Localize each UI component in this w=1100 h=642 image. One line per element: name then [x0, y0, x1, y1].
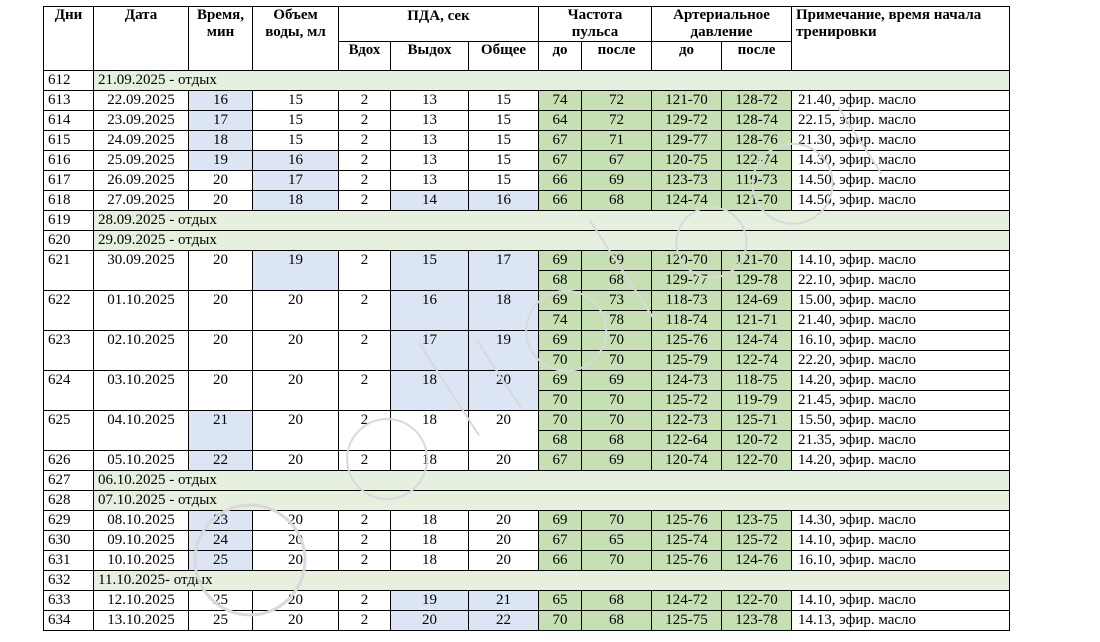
header-time: Время, мин — [189, 7, 253, 71]
day-number: 617 — [44, 171, 94, 191]
pda-inhale-cell: 2 — [339, 531, 391, 551]
header-exhale: Выдох — [391, 42, 469, 71]
day-number: 626 — [44, 451, 94, 471]
day-number: 619 — [44, 211, 94, 231]
pda-inhale-cell: 2 — [339, 91, 391, 111]
pda-total-cell: 20 — [469, 511, 539, 531]
training-day-row — [44, 331, 1010, 351]
day-number: 630 — [44, 531, 94, 551]
pulse-after: 68 — [582, 611, 652, 631]
day-number: 632 — [44, 571, 94, 591]
water-volume-cell: 20 — [253, 411, 339, 451]
pda-total-cell: 20 — [469, 411, 539, 451]
session-note: 14.30, эфир. масло — [792, 151, 1010, 171]
pulse-after: 69 — [582, 371, 652, 391]
session-note: 21.35, эфир. масло — [792, 431, 1010, 451]
time-cell: 19 — [189, 151, 253, 171]
header-inhale: Вдох — [339, 42, 391, 71]
date-cell: 12.10.2025 — [94, 591, 189, 611]
bp-before: 120-70 — [652, 251, 722, 271]
bp-before: 125-79 — [652, 351, 722, 371]
pulse-after: 69 — [582, 171, 652, 191]
pda-exhale-cell: 20 — [391, 611, 469, 631]
training-day-row — [44, 131, 1010, 151]
rest-day-text: 07.10.2025 - отдых — [94, 491, 1010, 511]
bp-before: 125-76 — [652, 511, 722, 531]
training-day-row — [44, 551, 1010, 571]
bp-after: 125-71 — [722, 411, 792, 431]
session-note: 14.30, эфир. масло — [792, 511, 1010, 531]
pulse-after: 70 — [582, 391, 652, 411]
rest-day-text: 06.10.2025 - отдых — [94, 471, 1010, 491]
bp-after: 124-76 — [722, 551, 792, 571]
rest-day-row — [44, 471, 1010, 491]
pda-exhale-cell: 13 — [391, 91, 469, 111]
pulse-after: 68 — [582, 271, 652, 291]
day-number: 613 — [44, 91, 94, 111]
date-cell: 04.10.2025 — [94, 411, 189, 451]
pda-total-cell: 15 — [469, 91, 539, 111]
pda-exhale-cell: 19 — [391, 591, 469, 611]
day-number: 633 — [44, 591, 94, 611]
rest-day-text: 28.09.2025 - отдых — [94, 211, 1010, 231]
time-cell: 25 — [189, 591, 253, 611]
session-note: 14.10, эфир. масло — [792, 591, 1010, 611]
header-water: Объем воды, мл — [253, 7, 339, 71]
bp-before: 124-74 — [652, 191, 722, 211]
day-number: 634 — [44, 611, 94, 631]
session-note: 21.45, эфир. масло — [792, 391, 1010, 411]
bp-after: 122-74 — [722, 151, 792, 171]
bp-after: 128-76 — [722, 131, 792, 151]
training-day-row — [44, 151, 1010, 171]
pulse-after: 69 — [582, 451, 652, 471]
pulse-before: 67 — [539, 131, 582, 151]
pulse-before: 69 — [539, 371, 582, 391]
pulse-before: 66 — [539, 191, 582, 211]
header-bp-before: до — [652, 42, 722, 71]
pulse-before: 68 — [539, 271, 582, 291]
pulse-before: 69 — [539, 511, 582, 531]
pulse-before: 70 — [539, 411, 582, 431]
water-volume-cell: 18 — [253, 191, 339, 211]
session-note: 14.50, эфир. масло — [792, 171, 1010, 191]
header-pulse: Частота пульса — [539, 7, 652, 42]
pda-total-cell: 19 — [469, 331, 539, 371]
header-date: Дата — [94, 7, 189, 71]
pda-total-cell: 20 — [469, 531, 539, 551]
rest-day-row — [44, 231, 1010, 251]
pulse-before: 65 — [539, 591, 582, 611]
pda-exhale-cell: 15 — [391, 251, 469, 291]
time-cell: 20 — [189, 291, 253, 331]
pulse-after: 70 — [582, 411, 652, 431]
training-day-row — [44, 511, 1010, 531]
training-day-row — [44, 91, 1010, 111]
pda-exhale-cell: 16 — [391, 291, 469, 331]
bp-after: 119-73 — [722, 171, 792, 191]
pda-total-cell: 22 — [469, 611, 539, 631]
day-number: 620 — [44, 231, 94, 251]
pda-exhale-cell: 18 — [391, 551, 469, 571]
date-cell: 25.09.2025 — [94, 151, 189, 171]
bp-before: 129-72 — [652, 111, 722, 131]
session-note: 16.10, эфир. масло — [792, 331, 1010, 351]
session-note: 14.10, эфир. масло — [792, 251, 1010, 271]
training-day-row — [44, 371, 1010, 391]
time-cell: 20 — [189, 251, 253, 291]
day-number: 621 — [44, 251, 94, 291]
bp-after: 129-78 — [722, 271, 792, 291]
pulse-before: 74 — [539, 311, 582, 331]
pda-inhale-cell: 2 — [339, 551, 391, 571]
time-cell: 17 — [189, 111, 253, 131]
training-day-row — [44, 611, 1010, 631]
pda-inhale-cell: 2 — [339, 451, 391, 471]
pulse-before: 69 — [539, 291, 582, 311]
pda-exhale-cell: 18 — [391, 411, 469, 451]
bp-after: 122-74 — [722, 351, 792, 371]
date-cell: 01.10.2025 — [94, 291, 189, 331]
date-cell: 27.09.2025 — [94, 191, 189, 211]
day-number: 612 — [44, 71, 94, 91]
bp-after: 123-75 — [722, 511, 792, 531]
pda-inhale-cell: 2 — [339, 191, 391, 211]
pda-total-cell: 20 — [469, 451, 539, 471]
bp-after: 124-69 — [722, 291, 792, 311]
header-days: Дни — [44, 7, 94, 71]
training-day-row — [44, 591, 1010, 611]
day-number: 629 — [44, 511, 94, 531]
session-note: 21.40, эфир. масло — [792, 91, 1010, 111]
day-number: 618 — [44, 191, 94, 211]
bp-after: 125-72 — [722, 531, 792, 551]
day-number: 615 — [44, 131, 94, 151]
day-number: 631 — [44, 551, 94, 571]
pulse-after: 70 — [582, 511, 652, 531]
pulse-after: 70 — [582, 331, 652, 351]
session-note: 21.30, эфир. масло — [792, 131, 1010, 151]
pulse-before: 66 — [539, 551, 582, 571]
water-volume-cell: 20 — [253, 291, 339, 331]
pulse-after: 68 — [582, 591, 652, 611]
time-cell: 20 — [189, 171, 253, 191]
session-note: 14.50, эфир. масло — [792, 191, 1010, 211]
date-cell: 03.10.2025 — [94, 371, 189, 411]
bp-after: 119-79 — [722, 391, 792, 411]
pda-total-cell: 21 — [469, 591, 539, 611]
time-cell: 20 — [189, 371, 253, 411]
bp-before: 118-73 — [652, 291, 722, 311]
day-number: 623 — [44, 331, 94, 371]
bp-before: 125-72 — [652, 391, 722, 411]
pda-total-cell: 15 — [469, 131, 539, 151]
pulse-before: 70 — [539, 391, 582, 411]
pulse-after: 69 — [582, 251, 652, 271]
pulse-after: 68 — [582, 191, 652, 211]
pulse-before: 70 — [539, 611, 582, 631]
session-note: 22.20, эфир. масло — [792, 351, 1010, 371]
pda-total-cell: 15 — [469, 171, 539, 191]
session-note: 15.50, эфир. масло — [792, 411, 1010, 431]
water-volume-cell: 15 — [253, 111, 339, 131]
date-cell: 05.10.2025 — [94, 451, 189, 471]
bp-before: 124-72 — [652, 591, 722, 611]
pda-exhale-cell: 13 — [391, 131, 469, 151]
pda-total-cell: 16 — [469, 191, 539, 211]
water-volume-cell: 20 — [253, 591, 339, 611]
rest-day-row — [44, 571, 1010, 591]
header-pulse-before: до — [539, 42, 582, 71]
pda-inhale-cell: 2 — [339, 111, 391, 131]
water-volume-cell: 16 — [253, 151, 339, 171]
header-total: Общее — [469, 42, 539, 71]
pda-total-cell: 20 — [469, 371, 539, 411]
rest-day-row — [44, 71, 1010, 91]
session-note: 16.10, эфир. масло — [792, 551, 1010, 571]
training-day-row — [44, 291, 1010, 311]
pulse-before: 66 — [539, 171, 582, 191]
bp-before: 125-76 — [652, 551, 722, 571]
bp-before: 122-64 — [652, 431, 722, 451]
bp-after: 122-70 — [722, 591, 792, 611]
pda-total-cell: 17 — [469, 251, 539, 291]
bp-after: 128-72 — [722, 91, 792, 111]
rest-day-row — [44, 211, 1010, 231]
pda-inhale-cell: 2 — [339, 411, 391, 451]
pda-inhale-cell: 2 — [339, 331, 391, 371]
session-note: 14.10, эфир. масло — [792, 531, 1010, 551]
bp-after: 123-78 — [722, 611, 792, 631]
bp-before: 129-77 — [652, 131, 722, 151]
time-cell: 25 — [189, 611, 253, 631]
bp-after: 128-74 — [722, 111, 792, 131]
bp-before: 121-70 — [652, 91, 722, 111]
pda-exhale-cell: 17 — [391, 331, 469, 371]
pda-inhale-cell: 2 — [339, 151, 391, 171]
header-bp-after: после — [722, 42, 792, 71]
date-cell: 08.10.2025 — [94, 511, 189, 531]
water-volume-cell: 20 — [253, 531, 339, 551]
pda-inhale-cell: 2 — [339, 291, 391, 331]
pda-exhale-cell: 18 — [391, 511, 469, 531]
bp-after: 122-70 — [722, 451, 792, 471]
pda-inhale-cell: 2 — [339, 591, 391, 611]
pulse-before: 67 — [539, 531, 582, 551]
pda-total-cell: 20 — [469, 551, 539, 571]
pulse-before: 74 — [539, 91, 582, 111]
day-number: 624 — [44, 371, 94, 411]
time-cell: 21 — [189, 411, 253, 451]
table-body — [44, 71, 1010, 631]
day-number: 625 — [44, 411, 94, 451]
bp-before: 124-73 — [652, 371, 722, 391]
pulse-after: 68 — [582, 431, 652, 451]
pulse-before: 69 — [539, 251, 582, 271]
time-cell: 18 — [189, 131, 253, 151]
rest-day-text: 21.09.2025 - отдых — [94, 71, 1010, 91]
training-table — [43, 6, 1010, 631]
day-number: 627 — [44, 471, 94, 491]
date-cell: 26.09.2025 — [94, 171, 189, 191]
bp-before: 122-73 — [652, 411, 722, 431]
bp-before: 120-74 — [652, 451, 722, 471]
pulse-after: 70 — [582, 551, 652, 571]
pulse-before: 69 — [539, 331, 582, 351]
pda-exhale-cell: 18 — [391, 451, 469, 471]
bp-before: 125-75 — [652, 611, 722, 631]
training-day-row — [44, 171, 1010, 191]
header-note: Примечание, время начала тренировки — [792, 7, 1010, 71]
water-volume-cell: 15 — [253, 91, 339, 111]
pulse-after: 73 — [582, 291, 652, 311]
water-volume-cell: 20 — [253, 331, 339, 371]
training-day-row — [44, 411, 1010, 431]
rest-day-row — [44, 491, 1010, 511]
pda-total-cell: 15 — [469, 111, 539, 131]
training-day-row — [44, 111, 1010, 131]
header-pda-label: ПДА, сек — [407, 8, 470, 24]
pulse-before: 70 — [539, 351, 582, 371]
pda-exhale-cell: 13 — [391, 151, 469, 171]
water-volume-cell: 20 — [253, 551, 339, 571]
time-cell: 23 — [189, 511, 253, 531]
water-volume-cell: 19 — [253, 251, 339, 291]
pulse-before: 67 — [539, 451, 582, 471]
pulse-after: 70 — [582, 351, 652, 371]
pulse-before: 67 — [539, 151, 582, 171]
header-pda — [339, 7, 539, 42]
pda-inhale-cell: 2 — [339, 251, 391, 291]
bp-after: 121-70 — [722, 251, 792, 271]
pulse-before: 68 — [539, 431, 582, 451]
session-note: 22.10, эфир. масло — [792, 271, 1010, 291]
training-day-row — [44, 191, 1010, 211]
pda-inhale-cell: 2 — [339, 511, 391, 531]
water-volume-cell: 20 — [253, 451, 339, 471]
bp-before: 123-73 — [652, 171, 722, 191]
water-volume-cell: 20 — [253, 371, 339, 411]
time-cell: 20 — [189, 331, 253, 371]
water-volume-cell: 17 — [253, 171, 339, 191]
bp-after: 121-70 — [722, 191, 792, 211]
pulse-after: 65 — [582, 531, 652, 551]
date-cell: 24.09.2025 — [94, 131, 189, 151]
pda-exhale-cell: 14 — [391, 191, 469, 211]
pulse-after: 72 — [582, 111, 652, 131]
date-cell: 23.09.2025 — [94, 111, 189, 131]
pda-exhale-cell: 13 — [391, 111, 469, 131]
water-volume-cell: 20 — [253, 611, 339, 631]
table-header — [44, 7, 1010, 71]
time-cell: 24 — [189, 531, 253, 551]
date-cell: 30.09.2025 — [94, 251, 189, 291]
pda-total-cell: 15 — [469, 151, 539, 171]
day-number: 628 — [44, 491, 94, 511]
water-volume-cell: 15 — [253, 131, 339, 151]
bp-after: 118-75 — [722, 371, 792, 391]
pda-inhale-cell: 2 — [339, 131, 391, 151]
pulse-before: 64 — [539, 111, 582, 131]
pda-inhale-cell: 2 — [339, 171, 391, 191]
date-cell: 22.09.2025 — [94, 91, 189, 111]
pda-inhale-cell: 2 — [339, 611, 391, 631]
time-cell: 16 — [189, 91, 253, 111]
session-note: 14.20, эфир. масло — [792, 371, 1010, 391]
date-cell: 09.10.2025 — [94, 531, 189, 551]
pda-exhale-cell: 18 — [391, 371, 469, 411]
time-cell: 22 — [189, 451, 253, 471]
pda-exhale-cell: 18 — [391, 531, 469, 551]
pda-inhale-cell: 2 — [339, 371, 391, 411]
pulse-after: 71 — [582, 131, 652, 151]
bp-after: 124-74 — [722, 331, 792, 351]
day-number: 616 — [44, 151, 94, 171]
training-day-row — [44, 531, 1010, 551]
date-cell: 02.10.2025 — [94, 331, 189, 371]
date-cell: 10.10.2025 — [94, 551, 189, 571]
time-cell: 25 — [189, 551, 253, 571]
session-note: 22.15, эфир. масло — [792, 111, 1010, 131]
date-cell: 13.10.2025 — [94, 611, 189, 631]
bp-after: 120-72 — [722, 431, 792, 451]
time-cell: 20 — [189, 191, 253, 211]
pda-exhale-cell: 13 — [391, 171, 469, 191]
pulse-after: 67 — [582, 151, 652, 171]
pulse-after: 72 — [582, 91, 652, 111]
day-number: 622 — [44, 291, 94, 331]
training-day-row — [44, 251, 1010, 271]
bp-before: 125-76 — [652, 331, 722, 351]
session-note: 15.00, эфир. масло — [792, 291, 1010, 311]
bp-before: 118-74 — [652, 311, 722, 331]
training-day-row — [44, 451, 1010, 471]
pulse-after: 78 — [582, 311, 652, 331]
bp-after: 121-71 — [722, 311, 792, 331]
day-number: 614 — [44, 111, 94, 131]
header-pulse-after: после — [582, 42, 652, 71]
rest-day-text: 29.09.2025 - отдых — [94, 231, 1010, 251]
header-bp: Артериальное давление — [652, 7, 792, 42]
water-volume-cell: 20 — [253, 511, 339, 531]
session-note: 14.20, эфир. масло — [792, 451, 1010, 471]
training-log — [43, 6, 1010, 631]
session-note: 21.40, эфир. масло — [792, 311, 1010, 331]
pda-total-cell: 18 — [469, 291, 539, 331]
bp-before: 120-75 — [652, 151, 722, 171]
bp-before: 129-77 — [652, 271, 722, 291]
bp-before: 125-74 — [652, 531, 722, 551]
rest-day-text: 11.10.2025- отдых — [94, 571, 1010, 591]
session-note: 14.13, эфир. масло — [792, 611, 1010, 631]
